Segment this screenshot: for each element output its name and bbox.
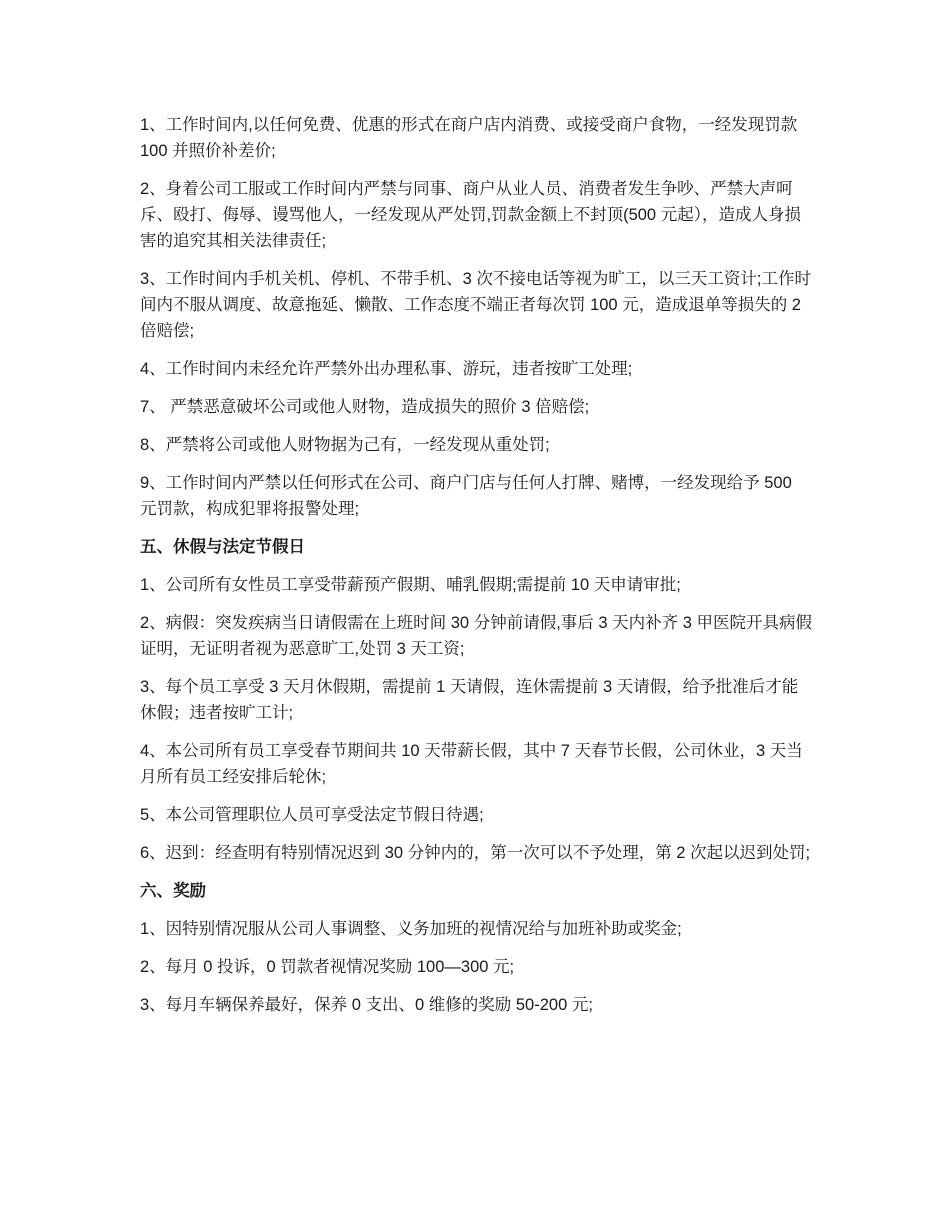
reward-paragraph: 1、因特别情况服从公司人事调整、义务加班的视情况给与加班补助或奖金; <box>140 920 682 938</box>
leave-paragraph: 2、病假：突发疾病当日请假需在上班时间 30 分钟前请假,事后 3 天内补齐 3 甲医院开具病假证明，无证明者视为恶意旷工,处罚 3 天工资; <box>140 614 812 658</box>
reward-paragraph: 3、每月车辆保养最好，保养 0 支出、0 维修的奖励 50-200 元; <box>140 996 593 1014</box>
leave-paragraph: 3、每个员工享受 3 天月休假期，需提前 1 天请假，连休需提前 3 天请假，给予批准后才能休假；违者按旷工计; <box>140 678 799 722</box>
rule-paragraph: 1、工作时间内,以任何免费、优惠的形式在商户店内消费、或接受商户食物，一经发现罚款 100 并照价补差价; <box>140 116 798 160</box>
section-heading-leave: 五、休假与法定节假日 <box>140 538 305 556</box>
leave-paragraph: 4、本公司所有员工享受春节期间共 10 天带薪长假，其中 7 天春节长假，公司休业，3 天当月所有员工经安排后轮休; <box>140 742 803 786</box>
rule-paragraph: 9、工作时间内严禁以任何形式在公司、商户门店与任何人打牌、赌博，一经发现给予 500 元罚款，构成犯罪将报警处理; <box>140 474 792 518</box>
leave-paragraph: 6、迟到：经查明有特别情况迟到 30 分钟内的，第一次可以不予处理，第 2 次起以迟到处罚; <box>140 844 811 862</box>
rule-paragraph: 7、 严禁恶意破坏公司或他人财物，造成损失的照价 3 倍赔偿; <box>140 398 590 416</box>
reward-paragraph: 2、每月 0 投诉，0 罚款者视情况奖励 100—300 元; <box>140 958 515 976</box>
leave-paragraph: 1、公司所有女性员工享受带薪预产假期、哺乳假期;需提前 10 天申请审批; <box>140 576 681 594</box>
rule-paragraph: 4、工作时间内未经允许严禁外出办理私事、游玩，违者按旷工处理; <box>140 360 633 378</box>
section-heading-rewards: 六、奖励 <box>140 882 206 900</box>
rule-paragraph: 8、严禁将公司或他人财物据为己有，一经发现从重处罚; <box>140 436 550 454</box>
leave-paragraph: 5、本公司管理职位人员可享受法定节假日待遇; <box>140 806 484 824</box>
rule-paragraph: 2、身着公司工服或工作时间内严禁与同事、商户从业人员、消费者发生争吵、严禁大声呵斥、殴打、侮辱、谩骂他人，一经发现从严处罚,罚款金额上不封顶(500 元起），造成人身损害的追究其相关法律责任; <box>140 180 801 250</box>
rule-paragraph: 3、工作时间内手机关机、停机、不带手机、3 次不接电话等视为旷工，以三天工资计;工作时间内不服从调度、故意拖延、懒散、工作态度不端正者每次罚 100 元，造成退单等损失的 2 倍赔偿; <box>140 270 812 340</box>
